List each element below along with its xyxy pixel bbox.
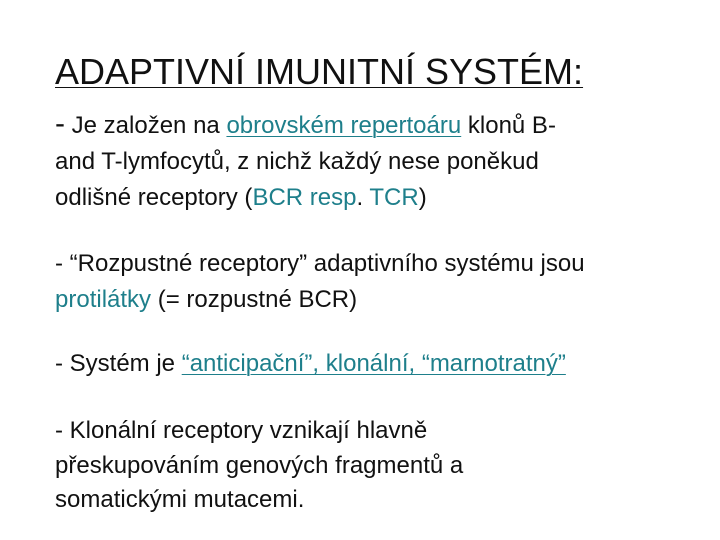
paragraph-1-line-3 xyxy=(55,180,427,216)
paragraph-1-line-1 xyxy=(55,106,556,144)
text-segment xyxy=(303,184,310,211)
paragraph-4-line-3: somatickými mutacemi. xyxy=(55,486,305,513)
text-segment: - Systém je xyxy=(55,350,182,377)
text-segment: odlišné receptory ( xyxy=(55,184,253,211)
tcr-acronym: TCR xyxy=(369,184,419,211)
paragraph-4-line-1: - Klonální receptory vznikají hlavně xyxy=(55,417,428,444)
slide-title: ADAPTIVNÍ IMUNITNÍ SYSTÉM: xyxy=(55,51,584,92)
text-segment: ) xyxy=(418,184,427,211)
bullet-dash: - xyxy=(55,107,65,140)
text-segment: . xyxy=(356,184,370,211)
paragraph-4-line-2: přeskupováním genových fragmentů a xyxy=(55,452,464,479)
system-properties-link[interactable]: “anticipační”, klonální, “marnotratný” xyxy=(181,350,566,377)
text-segment: klonů B- xyxy=(461,112,556,139)
repertoire-link[interactable]: obrovském repertoáru xyxy=(226,112,462,139)
paragraph-2-line-1: - “Rozpustné receptory” adaptivního systému jsou xyxy=(55,250,585,277)
paragraph-1-line-2: and T-lymfocytů, z nichž každý nese poněkud xyxy=(55,148,539,175)
bcr-acronym: BCR xyxy=(252,184,304,211)
resp-word: resp xyxy=(309,184,357,211)
text-segment: Je založen na xyxy=(65,112,227,139)
paragraph-2-line-2 xyxy=(55,282,357,318)
antibodies-term: protilátky xyxy=(55,286,152,313)
text-segment: (= rozpustné BCR) xyxy=(151,286,358,313)
paragraph-3-line-1 xyxy=(55,346,566,382)
